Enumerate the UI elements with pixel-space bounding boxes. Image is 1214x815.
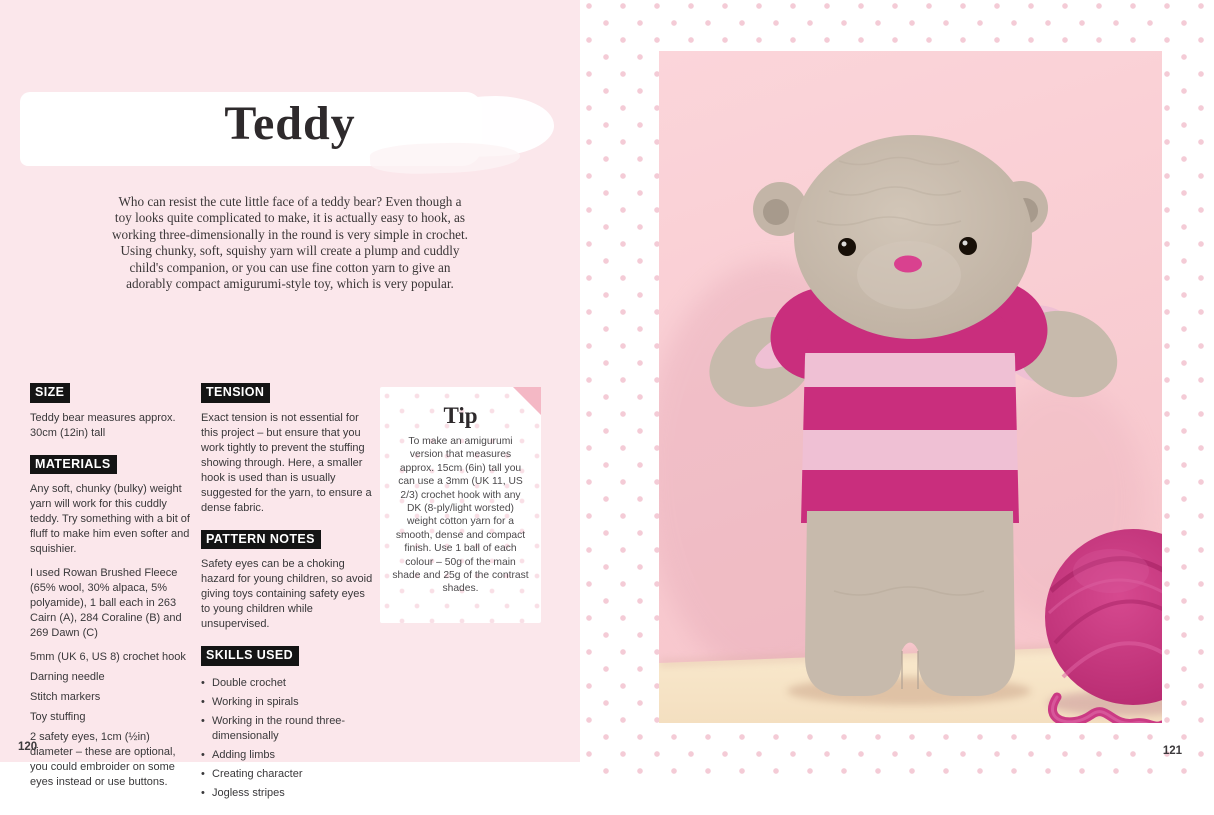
bear-nose: [894, 256, 922, 273]
skill-item: • Working in spirals: [201, 695, 373, 710]
bear-muzzle: [857, 241, 961, 309]
tip-card: [380, 387, 541, 623]
teddy-photo: [659, 51, 1162, 723]
tip-title: Tip: [443, 403, 478, 428]
column-left: [30, 383, 191, 804]
material-item: Any soft, chunky (bulky) weight yarn will work for this cuddly teddy. Try something with a bit of fluff to make him even softer and squishier.: [30, 483, 190, 555]
size-section: [30, 383, 191, 441]
skills-section: [201, 646, 373, 801]
page-number-right: 121: [1162, 745, 1182, 757]
material-item: Toy stuffing: [30, 711, 86, 723]
size-heading: SIZE: [30, 383, 70, 403]
skill-item: • Creating character: [201, 767, 373, 782]
right-page: [580, 0, 1214, 785]
material-item: I used Rowan Brushed Fleece (65% wool, 30% alpaca, 5% polyamide), 1 ball each in 263 Cairn (A), 284 Coraline (B) and 269 Dawn (C): [30, 567, 182, 639]
left-page: [0, 0, 580, 799]
skill-item: • Adding limbs: [201, 748, 373, 763]
teddy-photo-illustration: [659, 51, 1162, 723]
pattern-notes-heading: PATTERN NOTES: [201, 530, 321, 550]
bear-eye-right: [959, 237, 977, 255]
title-wrap: [20, 96, 560, 151]
size-body: Teddy bear measures approx. 30cm (12in) tall: [30, 411, 176, 439]
page-number-left: 120: [18, 741, 38, 753]
skill-item: • Double crochet: [201, 676, 373, 691]
bear-eye-left: [838, 238, 856, 256]
tension-body: Exact tension is not essential for this project – but ensure that you work tightly to prevent the stuffing showing through. Here, a smaller hook is used than is usually suggested for the yarn, to ensure a dense fabric.: [201, 411, 372, 514]
tip-body: To make an amigurumi version that measures approx. 15cm (6in) tall you can use a 3mm (UK 11, US 2/3) crochet hook with any DK (8-ply/light worsted) weight cotton yarn for a smooth, dense and compact finish. Use 1 ball of each colour – 50g of the main shade and 25g of the contrast shades.: [392, 436, 529, 595]
material-item: 5mm (UK 6, US 8) crochet hook: [30, 651, 186, 663]
skills-list: [201, 676, 373, 801]
intro-paragraph: Who can resist the cute little face of a teddy bear? Even though a toy looks quite complicated to make, it is actually easy to hook, as working three-dimensionally in the round is very simple in crochet. Using chunky, soft, squishy yarn will create a plump and cuddly child's companion, or you can use fine cotton yarn to give an adorably compact amigurumi-style toy, which is very popular.: [112, 194, 468, 292]
tension-heading: TENSION: [201, 383, 270, 403]
skills-heading: SKILLS USED: [201, 646, 299, 666]
tension-section: [201, 383, 373, 516]
materials-section: [30, 455, 191, 791]
page-title: Teddy: [224, 97, 356, 150]
pattern-notes-body: Safety eyes can be a choking hazard for young children, so avoid giving toys containing safety eyes to young children while unsupervised.: [201, 558, 373, 630]
material-item: Darning needle: [30, 671, 105, 683]
pattern-notes-section: [201, 530, 373, 633]
material-item: 2 safety eyes, 1cm (½in) diameter – these are optional, you could embroider on some eyes instead or use buttons.: [30, 731, 176, 788]
skill-item: • Jogless stripes: [201, 786, 373, 801]
materials-heading: MATERIALS: [30, 455, 117, 475]
material-item: Stitch markers: [30, 691, 101, 703]
column-middle: [201, 383, 373, 815]
skill-item: • Working in the round three-dimensionally: [201, 714, 373, 744]
